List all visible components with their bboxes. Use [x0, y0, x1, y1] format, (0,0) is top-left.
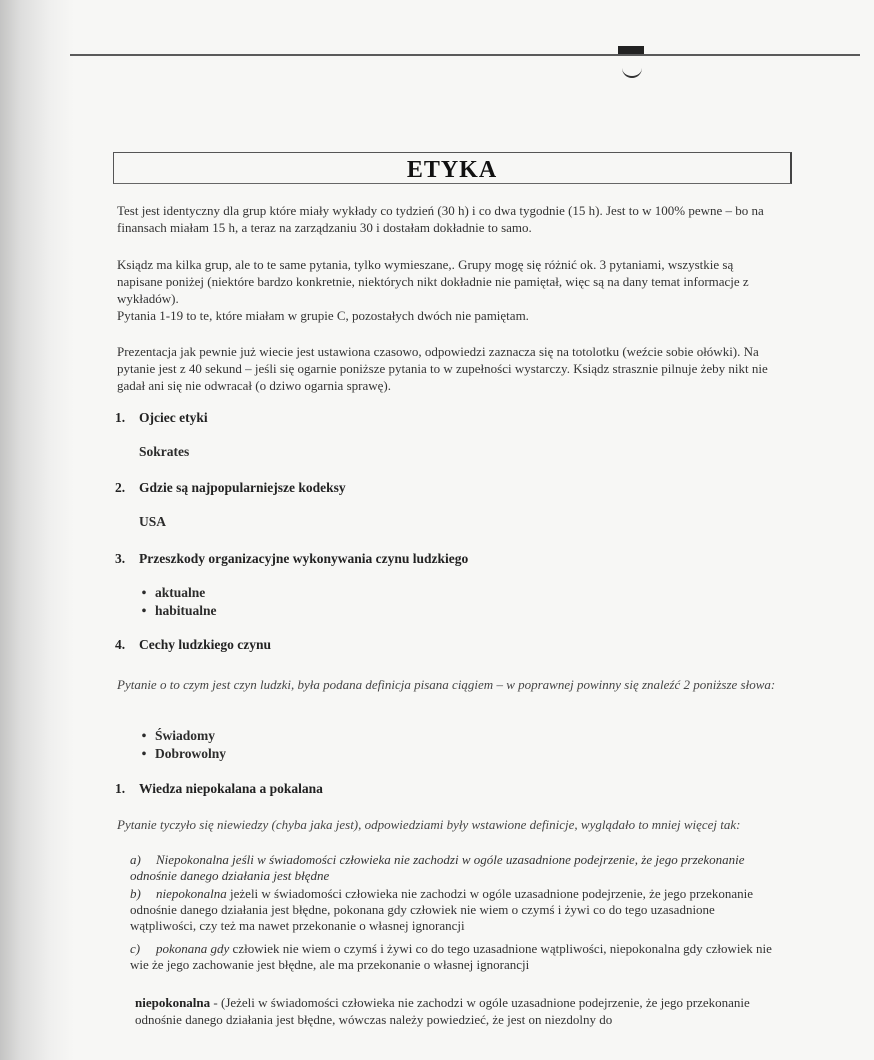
intro-text-1: Test jest identyczny dla grup które miały wykłady co tydzień (30 h) i co dwa tygodnie (15 h). Jest to w 100% pewne – bo na finansach miałam 15 h, a teraz na zarządzaniu 30 i dostałam dokładnie to samo.	[117, 203, 764, 235]
option-text: człowiek nie wiem o czymś i żywi co do tego uzasadnione wątpliwości, niepokonalna gdy człowiek nie wie że jego zachowanie jest błędne, ale ma przekonanie o własnej ignorancji	[130, 941, 772, 972]
question-4	[115, 637, 271, 653]
handwritten-mark	[622, 58, 642, 78]
list-item: • aktualne	[133, 585, 217, 603]
intro-text-2a: Ksiądz ma kilka grup, ale to te same pytania, tylko wymieszane,. Grupy mogę się różnić ok. 3 pytaniami, wszystkie są napisane poniżej (niektóre bardzo konkretnie, niektórych nikt dokładnie nie pamiętał, więc są na dany temat informacje z wykładów).	[117, 257, 749, 306]
question-text: Gdzie są najpopularniejsze kodeksy	[139, 480, 346, 495]
list-item: • habitualne	[133, 603, 217, 621]
scan-mark	[618, 46, 644, 54]
intro-paragraph-1	[117, 202, 777, 236]
final-text: - (Jeżeli w świadomości człowieka nie zachodzi w ogóle uzasadnione podejrzenie, że jego przekonanie odnośnie danego działania jest błędne, wówczas należy powiedzieć, że jest on niezdolny do	[135, 995, 750, 1027]
question-1	[115, 410, 208, 426]
intro-text-2b: Pytania 1-19 to te, które miałam w grupie C, pozostałych dwóch nie pamiętam.	[117, 308, 529, 323]
question-number: 2.	[115, 480, 126, 495]
option-label: b)	[130, 886, 141, 901]
option-text: jeżeli w świadomości człowieka nie zachodzi w ogóle uzasadnione podejrzenie, że jego przekonanie odnośnie danego działania jest błędne, pokonana gdy człowiek nie wiem o czymś i żywi co do tego uzasadnione wątpliwości, czy też ma nawet przekonanie o własnej ignorancji	[130, 886, 754, 933]
final-term: niepokonalna	[135, 995, 211, 1010]
option-lead: Niepokonalna jeśli	[156, 852, 254, 867]
header-rule	[70, 54, 860, 56]
question-number: 3.	[115, 551, 126, 566]
title-box	[113, 152, 792, 184]
option-label: c)	[130, 941, 141, 956]
option-lead: pokonana gdy	[156, 941, 230, 956]
option-text: w świadomości człowieka nie zachodzi w ogóle uzasadnione podejrzenie, że jego przekonanie odnośnie danego działania jest błędne	[130, 852, 745, 883]
list-item: • Dobrowolny	[133, 746, 226, 764]
question-number: 1.	[115, 410, 126, 425]
question-3	[115, 551, 468, 567]
option-label: a)	[130, 852, 141, 867]
intro-text-3: Prezentacja jak pewnie już wiecie jest ustawiona czasowo, odpowiedzi zaznacza się na totolotku (weźcie sobie ołówki). Na pytanie jest z 40 sekund – jeśli się ogarnie poniższe pytania to w zupełności wystarczy. Ksiądz strasznie pilnuje żeby nikt nie gadał ani się nie odwracał (o dziwo ogarnia sprawę).	[117, 344, 768, 393]
intro-paragraph-3	[117, 343, 777, 394]
question-number: 4.	[115, 637, 126, 652]
question-number: 1.	[115, 781, 126, 796]
list-item: • Świadomy	[133, 728, 226, 746]
question-2	[115, 480, 346, 496]
option-c	[130, 941, 780, 973]
answer-3-list	[133, 585, 217, 621]
question-5-note: Pytanie tyczyło się niewiedzy (chyba jaka jest), odpowiedziami były wstawione definicje, wyglądało to mniej więcej tak:	[117, 817, 741, 832]
question-text: Wiedza niepokalana a pokalana	[139, 781, 323, 796]
page-title: ETYKA	[406, 157, 498, 183]
final-definition	[135, 994, 775, 1028]
question-5	[115, 781, 323, 797]
question-4-note: Pytanie o to czym jest czyn ludzki, była podana definicja pisana ciągiem – w poprawnej powinny się znaleźć 2 poniższe słowa:	[117, 677, 776, 692]
option-b	[130, 886, 780, 934]
answer-4-list	[133, 728, 226, 764]
option-a	[130, 852, 780, 884]
intro-paragraph-2	[117, 256, 777, 324]
answer-2: USA	[139, 514, 167, 529]
question-text: Ojciec etyki	[139, 410, 208, 425]
scan-edge	[0, 0, 74, 1060]
question-text: Przeszkody organizacyjne wykonywania czynu ludzkiego	[139, 551, 469, 566]
question-text: Cechy ludzkiego czynu	[139, 637, 272, 652]
option-lead: niepokonalna	[156, 886, 227, 901]
answer-1: Sokrates	[139, 444, 190, 459]
